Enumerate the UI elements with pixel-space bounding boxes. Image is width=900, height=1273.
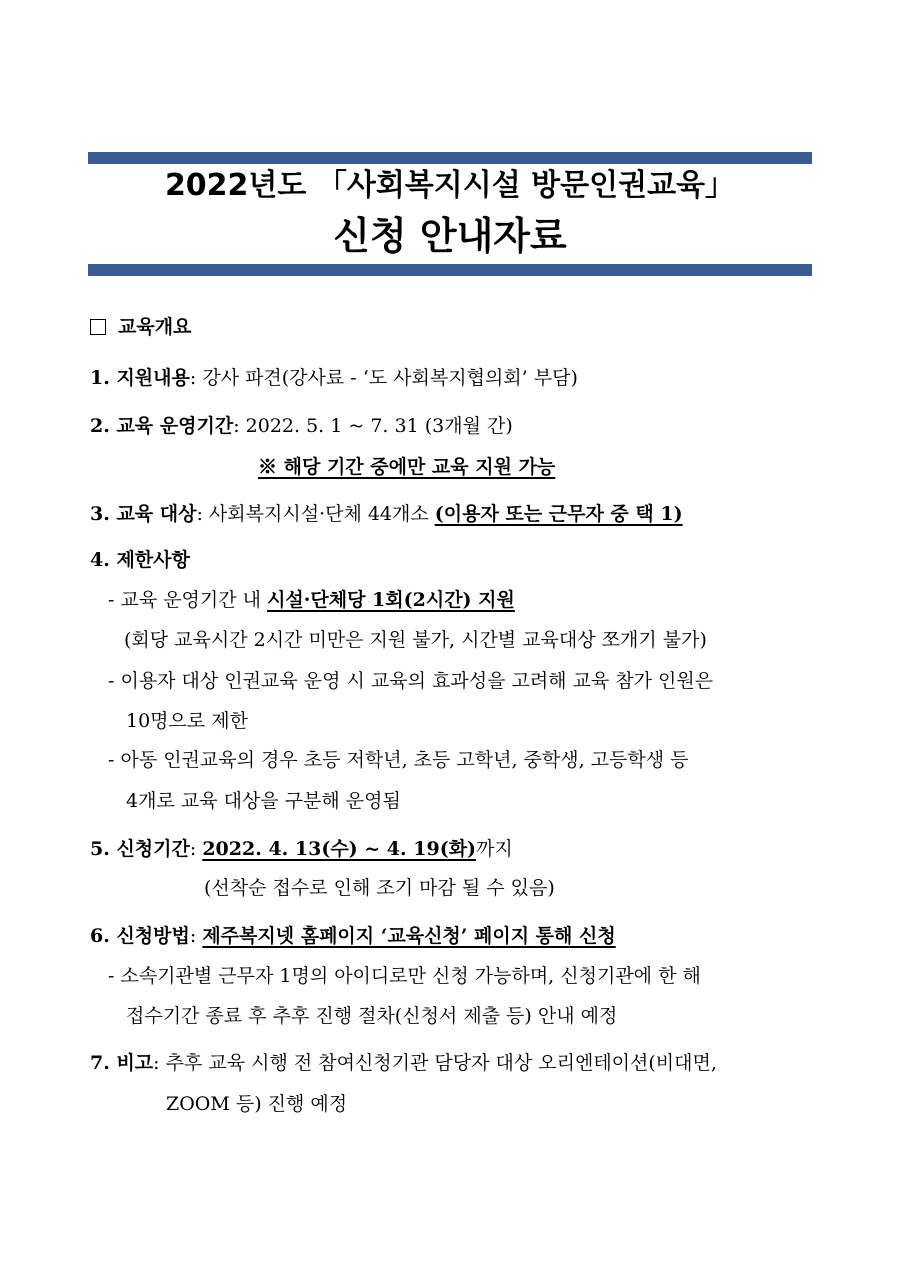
item-4-bullet-3: - 아동 인권교육의 경우 초등 저학년, 초등 고학년, 중학생, 고등학생 등 [108, 749, 689, 771]
section-heading-text: 교육개요 [118, 316, 192, 338]
section-heading [90, 313, 191, 341]
item-label: 비고 [116, 1052, 154, 1074]
bullet-text: - 교육 운영기간 내 [108, 589, 268, 611]
item-text: : 사회복지시설·단체 44개소 [196, 503, 435, 525]
item-label: 교육 대상 [116, 503, 197, 525]
document-title-line1: 2022년도 「사회복지시설 방문인권교육」 [164, 168, 736, 203]
item-4-bullet-2: - 이용자 대상 인권교육 운영 시 교육의 효과성을 고려해 교육 참가 인원은 [108, 670, 714, 692]
item-label: 교육 운영기간 [116, 415, 234, 437]
item-separator: : [189, 925, 203, 947]
item-number: 5. [90, 838, 117, 860]
item-2-note [258, 453, 555, 481]
bullet-emphasis: 시설·단체당 1회(2시간) 지원 [267, 589, 515, 611]
item-label: 신청방법 [116, 925, 190, 947]
item-tail: 까지 [476, 838, 513, 860]
item-4-bullet-1 [108, 586, 515, 614]
item-number: 6. [90, 925, 117, 947]
item-label: 지원내용 [116, 367, 190, 389]
item-4-bullet-3-cont: 4개로 교육 대상을 구분해 운영됨 [126, 790, 401, 812]
item-separator: : [189, 838, 203, 860]
item-4-bullet-2-cont: 10명으로 제한 [126, 710, 248, 732]
item-2 [90, 412, 513, 440]
item-4-bullet-1-sub: (회당 교육시간 2시간 미만은 지원 불가, 시간별 교육대상 쪼개기 불가) [124, 629, 707, 651]
item-3 [90, 500, 683, 528]
item-4 [90, 546, 190, 574]
note-text: ※ 해당 기간 중에만 교육 지원 가능 [258, 456, 556, 478]
item-emphasis: 제주복지넷 홈페이지 ‘교육신청’ 페이지 통해 신청 [202, 925, 616, 947]
item-7-cont: ZOOM 등) 진행 예정 [166, 1093, 348, 1115]
item-5-sub: (선착순 접수로 인해 조기 마감 될 수 있음) [204, 877, 555, 899]
item-text: : 추후 교육 시행 전 참여신청기관 담당자 대상 오리엔테이션(비대면, [153, 1052, 717, 1074]
item-number: 1. [90, 367, 117, 389]
item-text: : 강사 파견(강사료 - ‘도 사회복지협의회’ 부담) [189, 367, 578, 389]
item-5 [90, 835, 513, 863]
item-number: 2. [90, 415, 117, 437]
item-number: 7. [90, 1052, 117, 1074]
item-text: : 2022. 5. 1 ~ 7. 31 (3개월 간) [233, 415, 513, 437]
item-1 [90, 364, 578, 392]
document-title-line2: 신청 안내자료 [333, 214, 567, 258]
item-emphasis: 2022. 4. 13(수) ~ 4. 19(화) [202, 838, 477, 860]
item-7 [90, 1049, 717, 1077]
item-label: 제한사항 [116, 549, 190, 571]
item-label: 신청기간 [116, 838, 190, 860]
item-6-bullet-1-cont: 접수기간 종료 후 추후 진행 절차(신청서 제출 등) 안내 예정 [126, 1005, 618, 1027]
item-number: 4. [90, 549, 117, 571]
item-6 [90, 922, 616, 950]
checkbox-icon [90, 319, 106, 335]
header-band-bottom [88, 264, 812, 276]
item-6-bullet-1: - 소속기관별 근무자 1명의 아이디로만 신청 가능하며, 신청기관에 한 해 [108, 965, 701, 987]
item-emphasis: (이용자 또는 근무자 중 택 1) [434, 503, 683, 525]
header-band-top [88, 152, 812, 164]
item-number: 3. [90, 503, 117, 525]
